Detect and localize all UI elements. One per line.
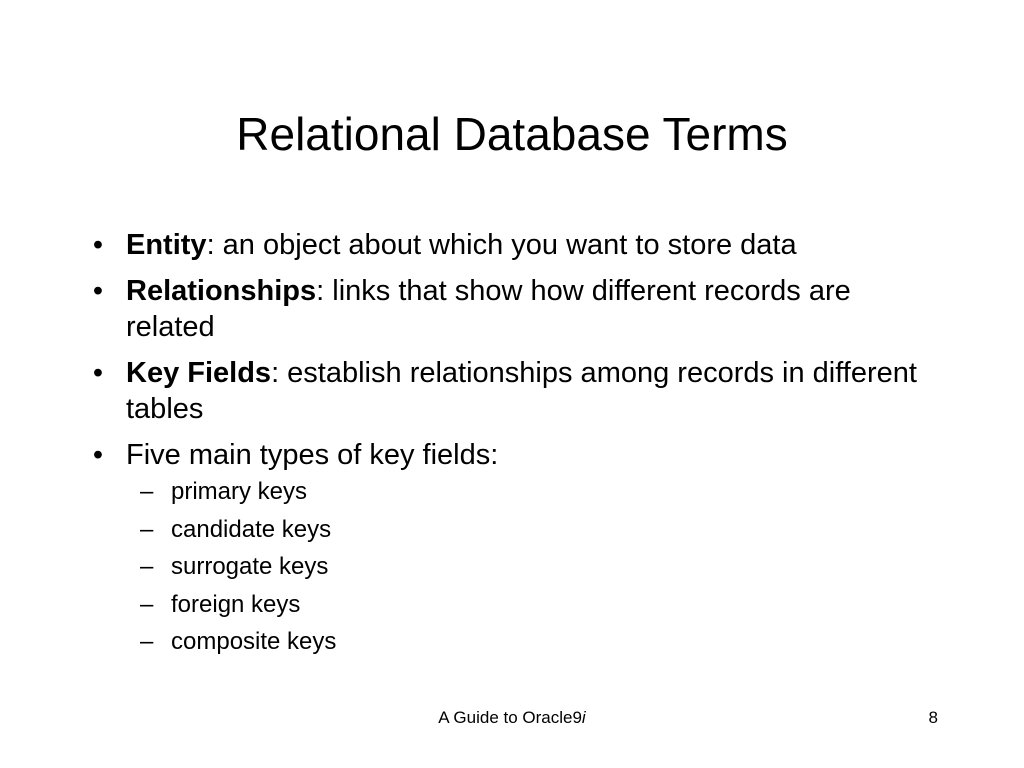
bullet-term: Entity [126,229,207,261]
sub-item-text: primary keys [171,478,308,505]
sub-marker: – [140,515,154,543]
page-number: 8 [928,708,938,727]
sub-item-text: surrogate keys [171,553,329,580]
sub-item-candidate-keys [126,515,946,545]
sub-item-text: candidate keys [171,515,332,543]
sub-marker: – [140,553,154,580]
bullet-marker: • [92,357,104,389]
bullet-text: Five main types of key fields: [126,439,499,471]
sub-item-text: composite keys [171,628,337,655]
sub-item-surrogate-keys [126,552,946,582]
sub-item-foreign-keys [126,590,946,620]
bullet-term: Key Fields [126,357,272,389]
sub-marker: – [140,590,154,618]
bullet-text: : links that show how different records are related [126,275,851,343]
sub-item-composite-keys [126,627,946,657]
bullet-key-fields [86,355,946,427]
sub-marker: – [140,478,154,505]
bullet-entity [86,227,946,263]
bullet-text: : establish relationships among records in different tables [126,357,917,425]
sub-item-primary-keys [126,477,946,507]
bullet-text: : an object about which you want to store data [206,229,797,261]
bullet-key-types [86,437,946,657]
key-types-list [126,477,946,657]
sub-marker: – [140,628,154,655]
slide-title: Relational Database Terms [236,108,788,160]
bullet-marker: • [92,439,104,471]
sub-item-text: foreign keys [171,590,301,618]
bullet-list [86,227,946,667]
bullet-term: Relationships [126,275,317,307]
footer-text-italic: i [581,708,586,727]
bullet-marker: • [92,275,104,307]
bullet-marker: • [92,229,104,261]
bullet-relationships [86,273,946,345]
footer-text: A Guide to Oracle9 [438,708,582,727]
footer-title [0,707,1024,729]
